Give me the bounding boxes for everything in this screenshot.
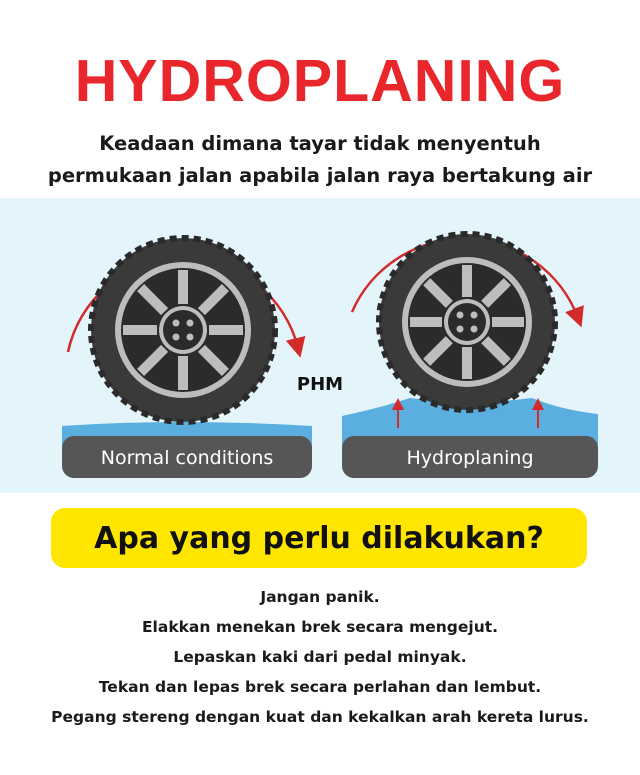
tire-icon	[91, 238, 275, 422]
what-to-do-banner: Apa yang perlu dilakukan?	[51, 508, 587, 568]
subtitle-line-2: permukaan jalan apabila jalan raya bertakung air	[47, 164, 593, 187]
tip-item: Elakkan menekan brek secara mengejut.	[141, 618, 499, 636]
watermark-phm: PHM	[296, 374, 344, 395]
subtitle-line-1: Keadaan dimana tayar tidak menyentuh	[99, 132, 541, 155]
hydroplaning-illustration	[342, 234, 598, 478]
label-hydroplaning: Hydroplaning	[406, 447, 534, 469]
tip-item: Pegang stereng dengan kuat dan kekalkan arah kereta lurus.	[51, 708, 589, 726]
tips-list	[0, 582, 640, 732]
label-normal-conditions: Normal conditions	[100, 447, 274, 469]
tip-item: Jangan panik.	[260, 588, 380, 606]
normal-conditions-illustration	[62, 238, 312, 478]
tire-icon	[379, 234, 555, 410]
tip-item: Tekan dan lepas brek secara perlahan dan lembut.	[98, 678, 542, 696]
tip-item: Lepaskan kaki dari pedal minyak.	[173, 648, 467, 666]
page-title: HYDROPLANING	[74, 48, 566, 114]
